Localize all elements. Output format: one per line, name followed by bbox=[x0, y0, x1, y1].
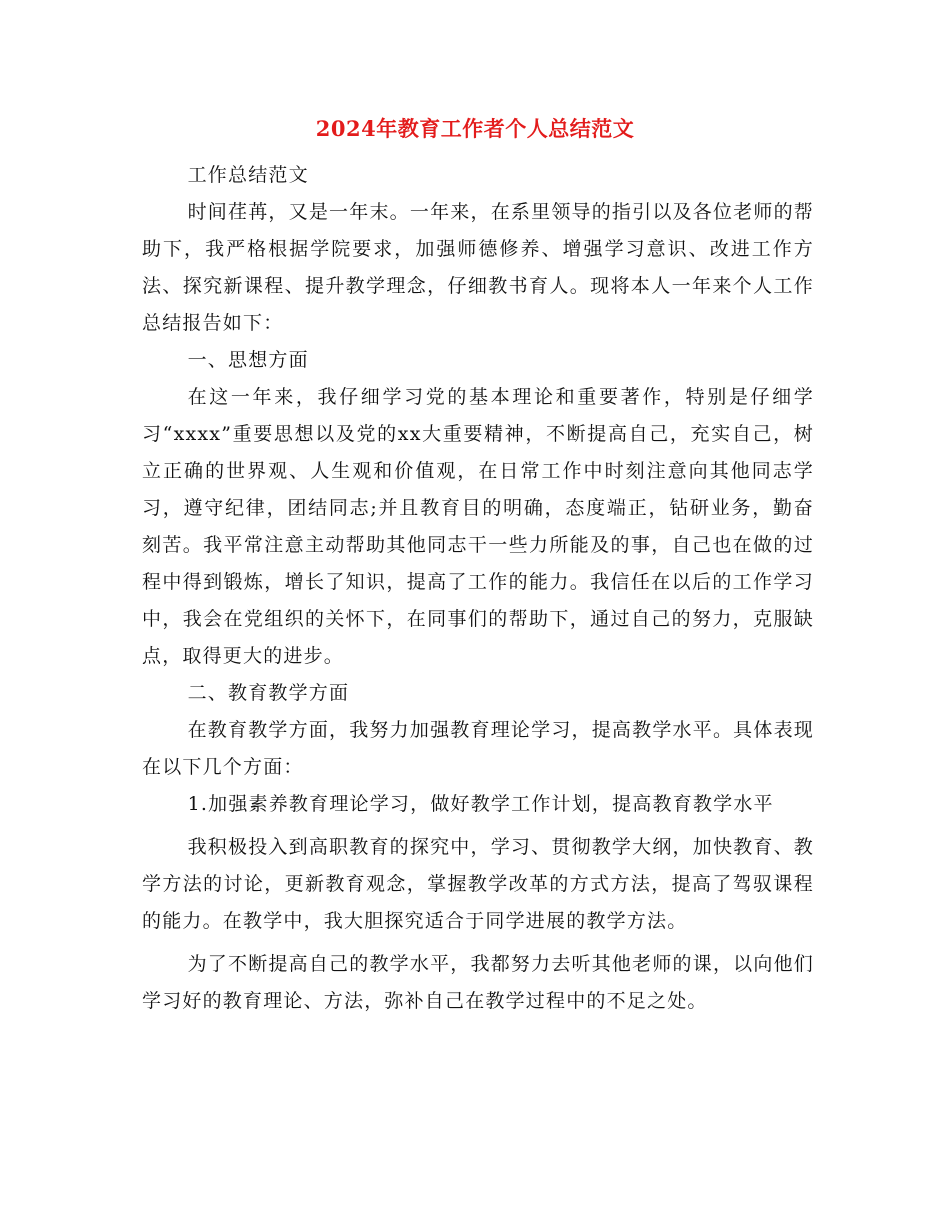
section-heading-teaching: 二、教育教学方面 bbox=[187, 682, 350, 704]
document-body bbox=[142, 157, 814, 1020]
section-heading-thought: 一、思想方面 bbox=[187, 349, 309, 371]
paragraph-subtitle: 工作总结范文 bbox=[187, 164, 309, 186]
paragraph-teaching-intro: 在教育教学方面，我努力加强教育理论学习，提高教学水平。具体表现在以下几个方面： bbox=[142, 719, 814, 778]
paragraph-teaching-improve: 为了不断提高自己的教学水平，我都努力去听其他老师的课，以向他们学习好的教育理论、方法，弥补自己在教学过程中的不足之处。 bbox=[142, 953, 814, 1012]
subsection-heading-1: 1.加强素养教育理论学习，做好教学工作计划，提高教育教学水平 bbox=[187, 793, 774, 815]
paragraph-thought: 在这一年来，我仔细学习党的基本理论和重要著作，特别是仔细学习“xxxx”重要思想以及党的xx大重要精神，不断提高自己，充实自己，树立正确的世界观、人生观和价值观，在日常工作中时刻注意向其他同志学习，遵守纪律，团结同志;并且教育目的明确，态度端正，钻研业务，勤奋刻苦。我平常注意主动帮助其他同志干一些力所能及的事，自己也在做的过程中得到锻炼，增长了知识，提高了工作的能力。我信任在以后的工作学习中，我会在党组织的关怀下，在同事们的帮助下，通过自己的努力，克服缺点，取得更大的进步。 bbox=[142, 386, 814, 667]
paragraph-teaching-research: 我积极投入到高职教育的探究中，学习、贯彻教学大纲，加快教育、教学方法的讨论，更新教育观念，掌握教学改革的方式方法，提高了驾驭课程的能力。在教学中，我大胆探究适合于同学进展的教学方法。 bbox=[142, 836, 814, 932]
document-title: 2024年教育工作者个人总结范文 bbox=[315, 116, 635, 141]
paragraph-intro: 时间荏苒，又是一年末。一年来，在系里领导的指引以及各位老师的帮助下，我严格根据学院要求，加强师德修养、增强学习意识、改进工作方法、探究新课程、提升教学理念，仔细教书育人。现将本人一年来个人工作总结报告如下： bbox=[142, 201, 814, 334]
